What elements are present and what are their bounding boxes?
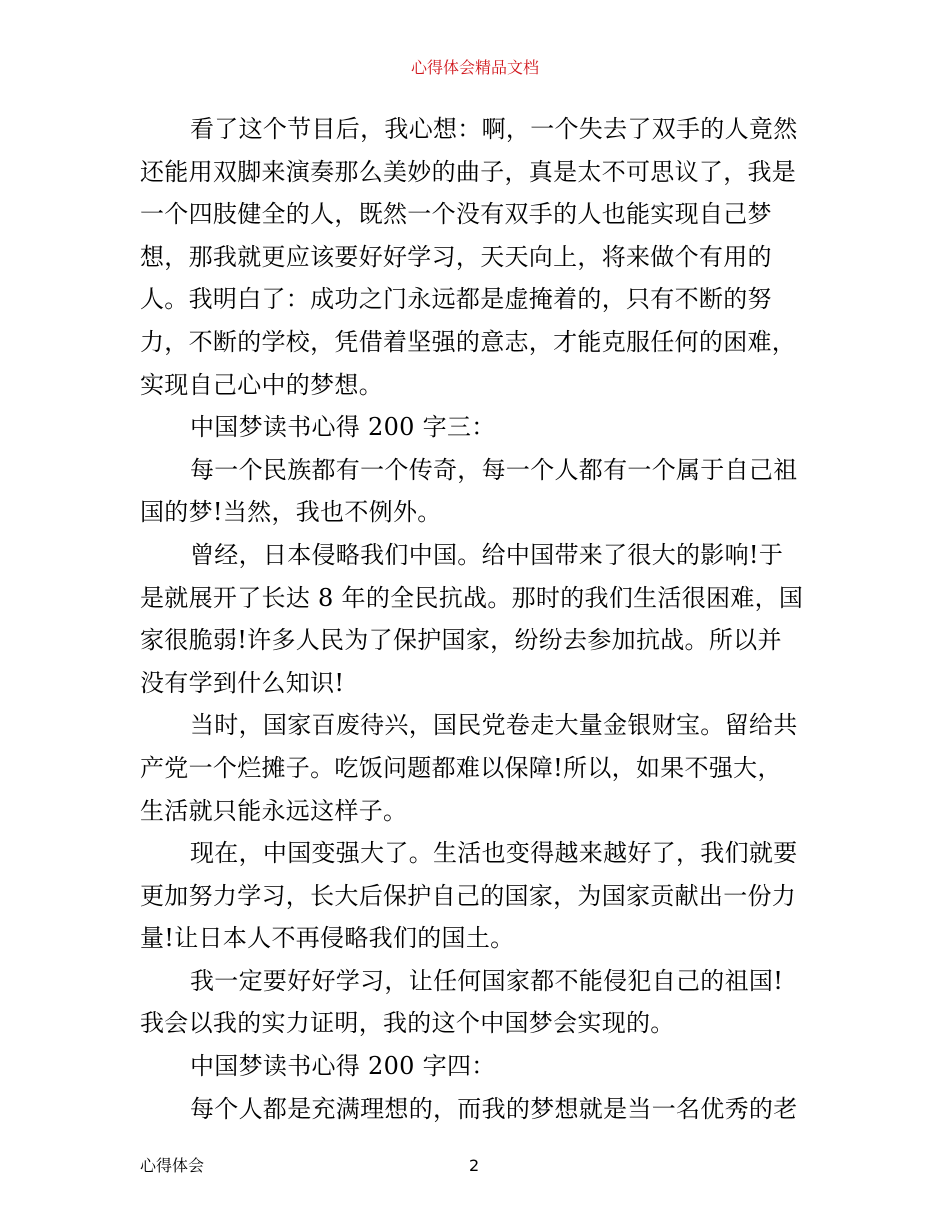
text-line: 当时，国家百废待兴，国民党卷走大量金银财宝。留给共 xyxy=(190,711,798,740)
text-line: 是就展开了长达 8 年的全民抗战。那时的我们生活很困难，国 xyxy=(140,583,804,612)
text-line: 想，那我就更应该要好好学习，天天向上，将来做个有用的 xyxy=(140,242,772,271)
text-line: 更加努力学习，长大后保护自己的国家，为国家贡献出一份力 xyxy=(140,881,797,910)
footer-label: 心得体会 xyxy=(140,1156,205,1175)
text-line: 现在，中国变强大了。生活也变得越来越好了，我们就要 xyxy=(190,839,798,868)
text-line: 还能用双脚来演奏那么美妙的曲子，真是太不可思议了，我是 xyxy=(140,157,797,186)
text-line: 一个四肢健全的人，既然一个没有双手的人也能实现自己梦 xyxy=(140,200,772,229)
text-line: 每个人都是充满理想的，而我的梦想就是当一名优秀的老 xyxy=(190,1094,798,1123)
page-header-title: 心得体会精品文档 xyxy=(410,58,539,77)
text-line: 量!让日本人不再侵略我们的国土。 xyxy=(140,924,515,953)
text-line: 生活就只能永远这样子。 xyxy=(140,796,408,825)
text-line: 国的梦!当然，我也不例外。 xyxy=(140,498,442,527)
text-line: 看了这个节目后，我心想：啊，一个失去了双手的人竟然 xyxy=(190,115,798,143)
text-line: 产党一个烂摊子。吃饭问题都难以保障!所以，如果不强大， xyxy=(140,753,782,782)
document-body xyxy=(140,108,812,1130)
text-line: 曾经，日本侵略我们中国。给中国带来了很大的影响!于 xyxy=(190,540,784,569)
section-heading: 中国梦读书心得 200 字三： xyxy=(190,413,496,442)
page-number: 2 xyxy=(469,1156,480,1175)
text-line: 没有学到什么知识! xyxy=(140,668,345,697)
text-line: 我会以我的实力证明，我的这个中国梦会实现的。 xyxy=(140,1009,675,1038)
text-line: 我一定要好好学习，让任何国家都不能侵犯自己的祖国! xyxy=(190,966,784,995)
text-line: 人。我明白了：成功之门永远都是虚掩着的，只有不断的努 xyxy=(140,285,772,314)
section-heading: 中国梦读书心得 200 字四： xyxy=(190,1052,496,1081)
text-line: 家很脆弱!许多人民为了保护国家，纷纷去参加抗战。所以并 xyxy=(140,626,782,655)
text-line: 力，不断的学校，凭借着坚强的意志，才能克服任何的困难， xyxy=(140,327,797,356)
text-line: 每一个民族都有一个传奇，每一个人都有一个属于自己祖 xyxy=(190,455,798,484)
text-line: 实现自己心中的梦想。 xyxy=(140,370,383,399)
